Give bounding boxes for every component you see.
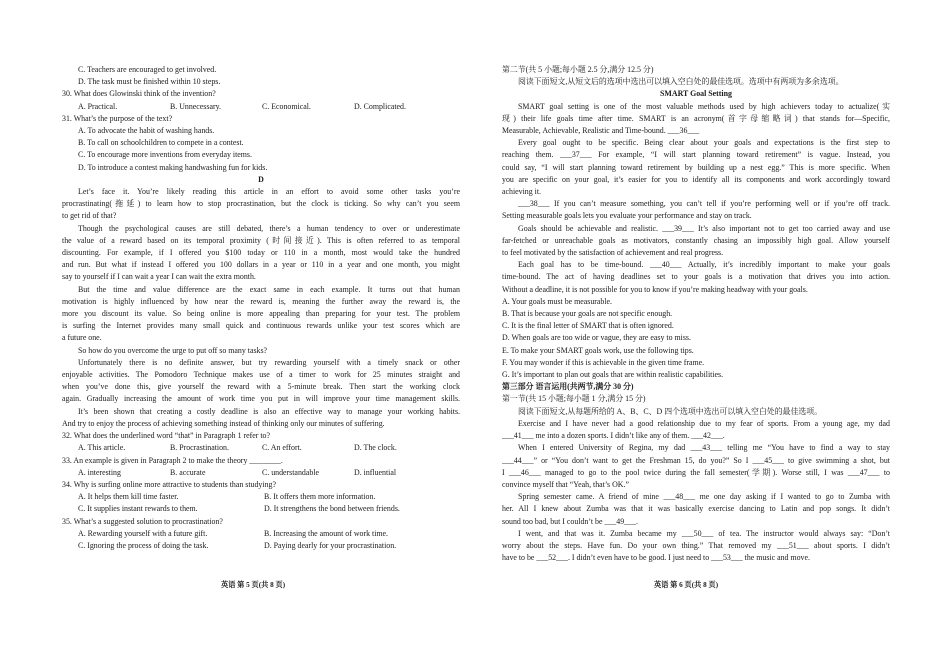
left-column [62, 64, 460, 552]
right-line: SMART goal setting is one of the most valuable methods used by high achievers today to actualize(实 [518, 101, 890, 111]
answer-option: C. Ignoring the process of doing the task. [78, 540, 209, 550]
right-line: Spring semester came. A friend of mine ___48___ me one day asking if I wanted to go to Zumba with [518, 492, 890, 502]
left-line: motivation is highly influenced by how near the reward is, meaning the further away the reward is, the [62, 296, 460, 306]
left-line: to get rid of that? [62, 211, 117, 221]
left-line: Unfortunately there is no definite answer, but try rewarding yourself with a timely snack or other [78, 357, 460, 367]
left-line: the value of a reward based on its temporal proximity (时间接近). This is often referred to as temporal [62, 235, 460, 245]
right-line: 第二节(共 5 小题;每小题 2.5 分,满分 12.5 分) [502, 65, 654, 74]
right-line: worry about the steps. Have fun. Do your own thing.” That removed my ___51___ about sports. I didn’t [502, 540, 890, 550]
left-line: Let’s face it. You’re likely reading this article in an effort to avoid some other tasks you’re [78, 187, 460, 197]
answer-option: C. understandable [262, 467, 319, 477]
answer-option: C. Economical. [262, 101, 311, 111]
right-line: Without a deadline, it is not possible for you to know if you’re making headway with your goals. [502, 284, 808, 294]
right-line: I ___46___ managed to go to the pool twice during the fall semester(学期). Worse still, I was ___47___ to [502, 467, 890, 477]
left-line: 31. What’s the purpose of the text? [62, 113, 173, 123]
right-line: you are specific on your goal, it’s easier for you to identify all its components and work accordingly toward [502, 174, 890, 184]
right-line: B. That is because your goals are not specific enough. [502, 309, 673, 319]
answer-option: B. Procrastination. [170, 443, 229, 453]
left-line [62, 540, 460, 552]
answer-option: A. This article. [78, 443, 126, 453]
right-column [502, 64, 890, 564]
left-line: But the time and value difference are the exact same in each example. It turns out that human [78, 284, 460, 294]
right-line: When I entered University of Regina, my dad ___43___ telling me “You have to find a way to stay [518, 443, 890, 453]
right-line: E. To make your SMART goals work, use the following tips. [502, 345, 694, 355]
left-line: B. To call on schoolchildren to compete in a contest. [78, 138, 244, 148]
answer-option: A. Rewarding yourself with a future gift. [78, 528, 208, 538]
left-line: 32. What does the underlined word “that” in Paragraph 1 refer to? [62, 431, 271, 441]
right-line: ___44___” or “You don’t want to get the Freshman 15, do you?” So I ___45___ to give swimming a shot, but [502, 455, 890, 465]
left-line: 35. What’s a suggested solution to procrastination? [62, 516, 223, 526]
left-line: discounting. For example, if I offered you $100 today or 110 in a month, most would take the hundred [62, 248, 460, 258]
left-line [62, 503, 460, 515]
left-line: 34. Why is surfing online more attractive to students than studying? [62, 479, 276, 489]
left-line: enjoyable activities. The Pomodoro Technique makes use of a timer to work for 25 minutes straight and [62, 370, 460, 380]
left-line: say to yourself if I can wait a year I can wait the extra month. [62, 272, 256, 282]
left-line: Though the psychological causes are still debated, there’s a human tendency to over or underestimate [78, 223, 460, 233]
answer-option: A. interesting [78, 467, 121, 477]
left-line: more you discount its value. So being online is more appealing than preparing for your test. The problem [62, 309, 460, 319]
right-line: 第一节(共 15 小题;每小题 1 分,满分 15 分) [502, 394, 646, 404]
right-line: ___41___ me into a dozen sports. I didn’t like any of them. ___42___. [502, 431, 725, 441]
right-line: I went, and that was it. Zumba became my ___50___ of tea. The instructor would always say: “Don’t [518, 528, 890, 538]
right-line: far-fetched or unreachable goals as motivators, constantly chasing an impossibly high goal. Allow yourself [502, 235, 890, 245]
right-line: could say, “I will start planning toward retirement by building up a nest egg.” This is more specific. When [502, 162, 890, 172]
right-line: achieving it. [502, 187, 542, 197]
right-line: F. You may wonder if this is achievable in the given time frame. [502, 357, 705, 367]
left-line: And try to enjoy the process of achieving something instead of thinking only our minutes of suffering. [62, 418, 385, 428]
left-line [62, 467, 460, 479]
answer-option: D. The clock. [354, 443, 397, 453]
left-line: and run. But what if instead I offered you 100 dollars in a year or 110 in a year and one month, you might [62, 260, 460, 270]
right-line: Every goal ought to be specific. Being clear about your goals and expectations is the first step to [518, 138, 890, 148]
right-line: A. Your goals must be measurable. [502, 296, 613, 306]
answer-option: B. accurate [170, 467, 206, 477]
right-line: Measurable, Achievable, Realistic and Time-bound. ___36___ [502, 126, 700, 136]
left-line: a future one. [62, 333, 102, 343]
left-line: when you’ve done this, give yourself the reward with a 5-minute break. Then start the working clock [62, 382, 460, 392]
left-line: again. Gradually increasing the amount of work time you put in will improve your time management skills. [62, 394, 460, 404]
right-line: sound too bad, but I couldn’t be ___49___. [502, 516, 638, 526]
left-line: is surfing the Internet provides many small quick and continuous rewards unlike your test scores which are [62, 321, 460, 331]
right-line: ___38___ If you can’t measure something, you can’t tell if you’re performing well or if you’re off track. [518, 199, 890, 209]
left-line: D. The task must be finished within 10 steps. [78, 77, 221, 87]
left-line [62, 491, 460, 503]
answer-option: C. An effort. [262, 443, 302, 453]
right-line: 阅读下面短文,从短文后的选项中选出可以填入空白处的最佳选项。选项中有两项为多余选项。 [518, 77, 844, 87]
left-line: C. To encourage more inventions from everyday items. [78, 150, 252, 160]
left-line: procrastinating(拖延) to learn how to stop procrastination, but the clock is ticking. So why can’t you seem [62, 199, 460, 209]
left-line: It’s been shown that creating a costly deadline is also an effective way to manage your working habits. [78, 406, 460, 416]
answer-option: C. It supplies instant rewards to them. [78, 504, 198, 514]
answer-option: A. It helps them kill time faster. [78, 492, 179, 502]
right-line: C. It is the final letter of SMART that is often ignored. [502, 321, 674, 331]
left-line: D [258, 174, 264, 184]
right-line: SMART Goal Setting [660, 89, 732, 99]
right-line: convince myself that “Yeah, that’s OK.” [502, 479, 629, 489]
page-footer-right: 英语 第 6 页(共 8 页) [654, 581, 719, 589]
left-line [62, 528, 460, 540]
page-footer-left: 英语 第 5 页(共 8 页) [221, 581, 286, 589]
right-line: 阅读下面短文,从每题所给的 A、B、C、D 四个选项中选出可以填入空白处的最佳选项。 [518, 406, 823, 416]
answer-option: B. Unnecessary. [170, 101, 221, 111]
left-line [62, 101, 460, 113]
right-line: reaching them. ___37___ For example, “I will start planning toward retirement” is vague. Instead, you [502, 150, 890, 160]
left-line: 30. What does Glowinski think of the invention? [62, 89, 216, 99]
right-line: G. It’s important to plan out goals that are within realistic capabilities. [502, 370, 724, 380]
left-line: So how do you overcome the urge to put off so many tasks? [78, 345, 268, 355]
answer-option: D. It strengthens the bond between friends. [264, 504, 400, 514]
right-line: to feel motivated by the satisfaction of achievement and real progress. [502, 248, 724, 258]
right-line: Setting measurable goals lets you evaluate your performance and stay on track. [502, 211, 752, 221]
right-line: D. When goals are too wide or vague, they are easy to miss. [502, 333, 691, 343]
left-line [62, 442, 460, 454]
answer-option: D. influential [354, 467, 397, 477]
right-line: her. All I knew about Zumba was that it was basically exercise dancing to Latin and pop songs. It didn’t [502, 504, 890, 514]
answer-option: A. Practical. [78, 101, 118, 111]
answer-option: D. Complicated. [354, 101, 406, 111]
answer-option: B. Increasing the amount of work time. [264, 528, 389, 538]
left-line: A. To advocate the habit of washing hands. [78, 126, 215, 136]
right-line: Each goal has to be time-bound. ___40___ Actually, it’s incredibly important to make your goals [518, 260, 890, 270]
right-line: 第三部分 语言运用(共两节,满分 30 分) [502, 382, 634, 392]
right-line: Goals should be achievable and realistic. ___39___ It’s also important not to get too carried away and use [518, 223, 890, 233]
right-line: Exercise and I have never had a good relationship due to my fear of sports. From a young age, my dad [518, 418, 890, 428]
answer-option: D. Paying dearly for your procrastination. [264, 540, 397, 550]
right-line: 现) their life goals time after time. SMART is an acronym(首字母缩略词) that stands for—Specific, [502, 113, 890, 123]
right-line: time-bound. The act of having deadlines set to your goals is a motivation that drives you into action. [502, 272, 890, 282]
answer-option: B. It offers them more information. [264, 492, 376, 502]
left-line: C. Teachers are encouraged to get involved. [78, 65, 217, 74]
left-line: D. To introduce a contest making handwashing fun for kids. [78, 162, 268, 172]
left-line: 33. An example is given in Paragraph 2 to make the theory ________. [62, 455, 283, 465]
right-line: have to be ___52___. I didn’t even have to be good. I just need to ___53___ the music and move. [502, 553, 810, 563]
